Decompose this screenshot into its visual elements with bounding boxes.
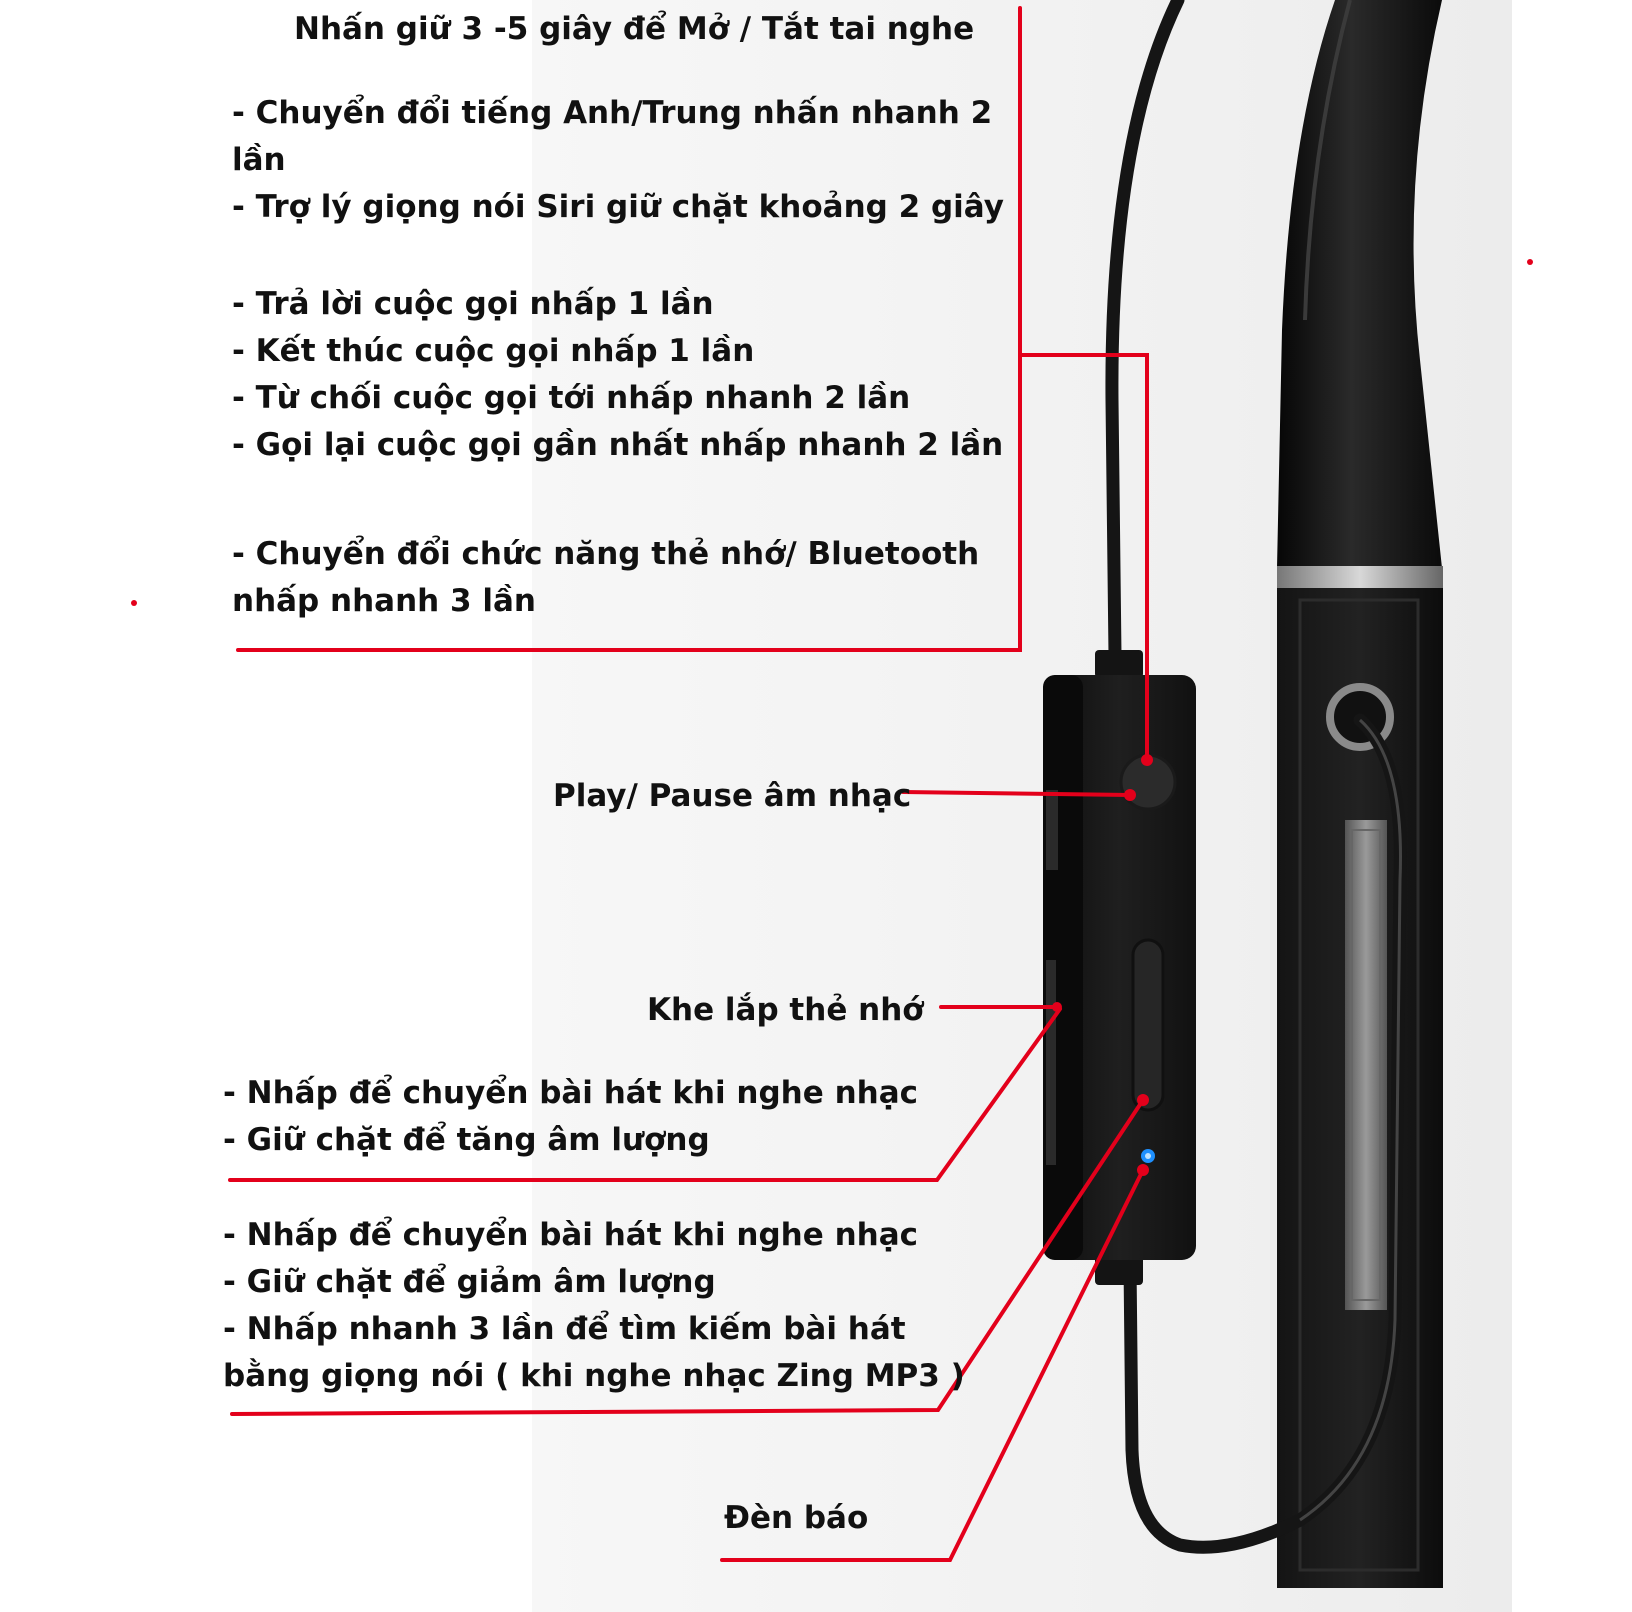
instruction-line: - Chuyển đổi chức năng thẻ nhớ/ Bluetooth xyxy=(232,536,980,572)
metal-ring xyxy=(1277,566,1443,588)
instruction-line: - Kết thúc cuộc gọi nhấp 1 lần xyxy=(232,333,755,369)
control-unit xyxy=(1043,675,1196,1260)
instruction-line: - Giữ chặt để tăng âm lượng xyxy=(223,1122,710,1158)
language-voice-instructions xyxy=(232,90,1004,231)
instruction-line: - Chuyển đổi tiếng Anh/Trung nhấn nhanh 2 xyxy=(232,95,993,131)
neckband xyxy=(1277,0,1442,568)
instruction-line: - Nhấp để chuyển bài hát khi nghe nhạc xyxy=(223,1075,919,1111)
instruction-line: - Gọi lại cuộc gọi gần nhất nhấp nhanh 2 lần xyxy=(232,427,1004,463)
instruction-line: bằng giọng nói ( khi nghe nhạc Zing MP3 ) xyxy=(223,1358,965,1394)
volume-up-instructions xyxy=(223,1070,918,1164)
instruction-line: - Giữ chặt để giảm âm lượng xyxy=(223,1264,716,1300)
instruction-line: - Nhấp nhanh 3 lần để tìm kiếm bài hát xyxy=(223,1311,906,1347)
call-instructions xyxy=(232,281,1003,469)
power-instruction-title: Nhấn giữ 3 -5 giây để Mở / Tắt tai nghe xyxy=(294,11,975,47)
instruction-line: - Trả lời cuộc gọi nhấp 1 lần xyxy=(232,286,714,322)
neckband-body xyxy=(1277,588,1443,1588)
volume-rocker xyxy=(1133,940,1163,1110)
card-slot-label: Khe lắp thẻ nhớ xyxy=(647,992,924,1028)
instruction-line: - Nhấp để chuyển bài hát khi nghe nhạc xyxy=(223,1217,919,1253)
indicator-light-label: Đèn báo xyxy=(724,1500,869,1536)
instruction-line: lần xyxy=(232,142,286,178)
mode-switch-instructions xyxy=(232,531,979,625)
volume-down-instructions xyxy=(223,1212,965,1400)
card-slot xyxy=(1046,790,1058,870)
instruction-line: - Từ chối cuộc gọi tới nhấp nhanh 2 lần xyxy=(232,380,911,416)
earphone-cable-top xyxy=(1112,0,1178,655)
play-pause-label: Play/ Pause âm nhạc xyxy=(553,778,912,814)
instruction-line: nhấp nhanh 3 lần xyxy=(232,583,537,619)
instruction-line: - Trợ lý giọng nói Siri giữ chặt khoảng 2 giây xyxy=(232,189,1004,225)
